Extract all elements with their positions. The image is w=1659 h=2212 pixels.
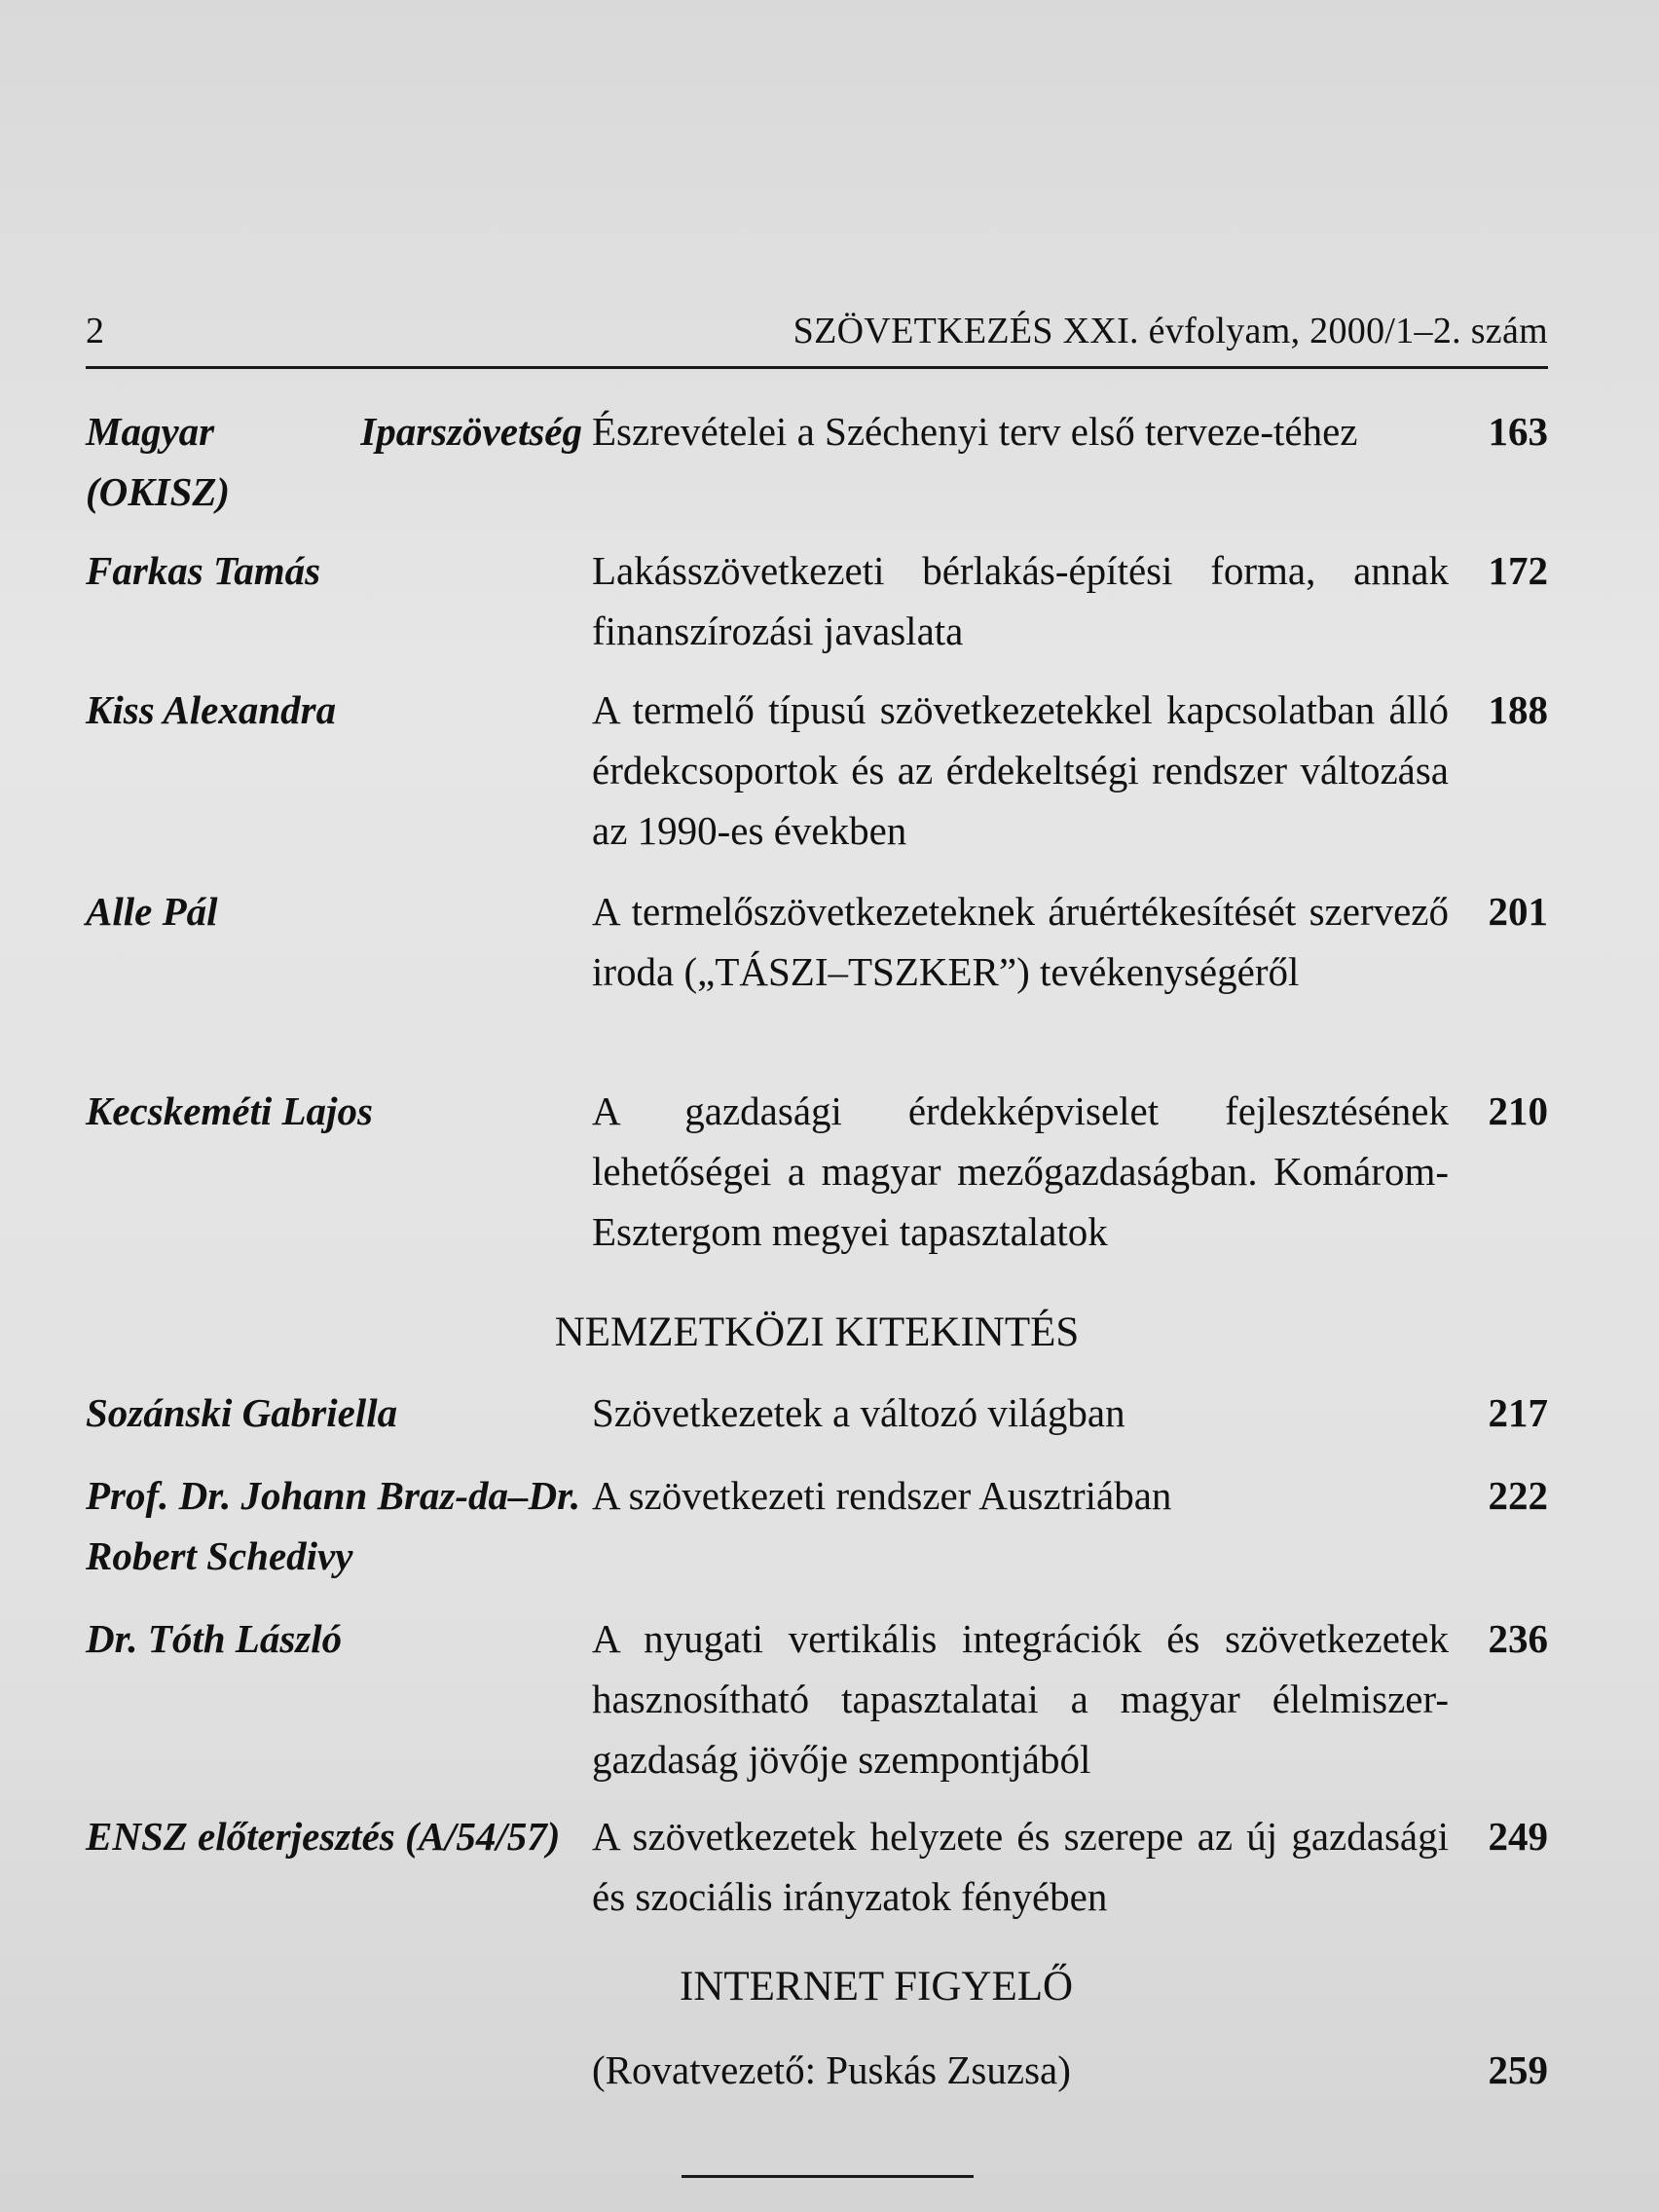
running-head [86, 310, 1548, 358]
toc-entry [86, 1608, 1548, 1793]
toc-entry [86, 540, 1548, 667]
toc-title: (Rovatvezető: Puskás Zsuzsa) [592, 2047, 1071, 2092]
toc-entry [86, 2040, 1548, 2108]
toc-page: 201 [1488, 889, 1548, 934]
toc-title: A nyugati vertikális integrációk és szövetkezetek hasznosítható tapasztalatai a magyar élelmiszer-gazdaság jövője szempontjából [592, 1616, 1449, 1782]
toc-author: Alle Pál [86, 889, 218, 934]
toc-author: Magyar Iparszövetség (OKISZ) [86, 409, 582, 514]
toc-author: Prof. Dr. Johann Braz-da–Dr. Robert Schedivy [86, 1473, 581, 1578]
toc-entry [86, 1806, 1548, 1933]
toc-title: Lakásszövetkezeti bérlakás-építési forma, annak finanszírozási javaslata [592, 548, 1449, 653]
toc-title: A gazdasági érdekképviselet fejlesztésének lehetőségei a magyar mezőgazdaságban. Komárom-Esztergom megyei tapasztalatok [592, 1088, 1449, 1254]
section-title: NEMZETKÖZI KITEKINTÉS [554, 1309, 1080, 1355]
toc-title: A szövetkezetek helyzete és szerepe az új gazdasági és szociális irányzatok fényében [592, 1814, 1449, 1919]
toc-page: 249 [1488, 1814, 1548, 1859]
toc-page: 217 [1488, 1390, 1548, 1435]
toc-title: Észrevételei a Széchenyi terv első terveze-téhez [592, 409, 1358, 454]
toc-page: 259 [1488, 2047, 1548, 2092]
toc-title: A termelőszövetkezeteknek áruértékesítését szervező iroda („TÁSZI–TSZKER”) tevékenységéről [592, 889, 1449, 994]
toc-entry [86, 1382, 1548, 1451]
journal-title: SZÖVETKEZÉS XXI. évfolyam, 2000/1–2. szám [793, 311, 1548, 351]
footer-rule [682, 2175, 974, 2178]
toc-page: 188 [1488, 687, 1548, 732]
toc-page: 163 [1488, 409, 1548, 454]
section-title: INTERNET FIGYELŐ [680, 1964, 1074, 2009]
header-rule [86, 366, 1548, 369]
toc-author: ENSZ előterjesztés (A/54/57) [86, 1814, 561, 1859]
toc-author: Kecskeméti Lajos [86, 1088, 373, 1133]
toc-title: Szövetkezetek a változó világban [592, 1390, 1125, 1435]
page-number: 2 [86, 311, 104, 351]
toc-author: Kiss Alexandra [86, 687, 337, 732]
toc-author: Sozánski Gabriella [86, 1390, 398, 1435]
toc-title: A termelő típusú szövetkezetekkel kapcsolatban álló érdekcsoportok és az érdekeltségi rendszer változása az 1990-es években [592, 687, 1449, 853]
section-heading [86, 1957, 1548, 2017]
toc-author: Farkas Tamás [86, 548, 321, 593]
section-heading [86, 1303, 1548, 1363]
toc-page: 236 [1488, 1616, 1548, 1661]
toc-entry [86, 1081, 1548, 1266]
toc-entry [86, 1465, 1548, 1592]
toc-entry [86, 401, 1548, 528]
toc-entry [86, 680, 1548, 865]
toc-author: Dr. Tóth László [86, 1616, 343, 1661]
toc-title: A szövetkezeti rendszer Ausztriában [592, 1473, 1172, 1518]
toc-page: 222 [1488, 1473, 1548, 1518]
toc-page: 210 [1488, 1088, 1548, 1133]
toc-page: 172 [1488, 548, 1548, 593]
toc-entry [86, 881, 1548, 1066]
